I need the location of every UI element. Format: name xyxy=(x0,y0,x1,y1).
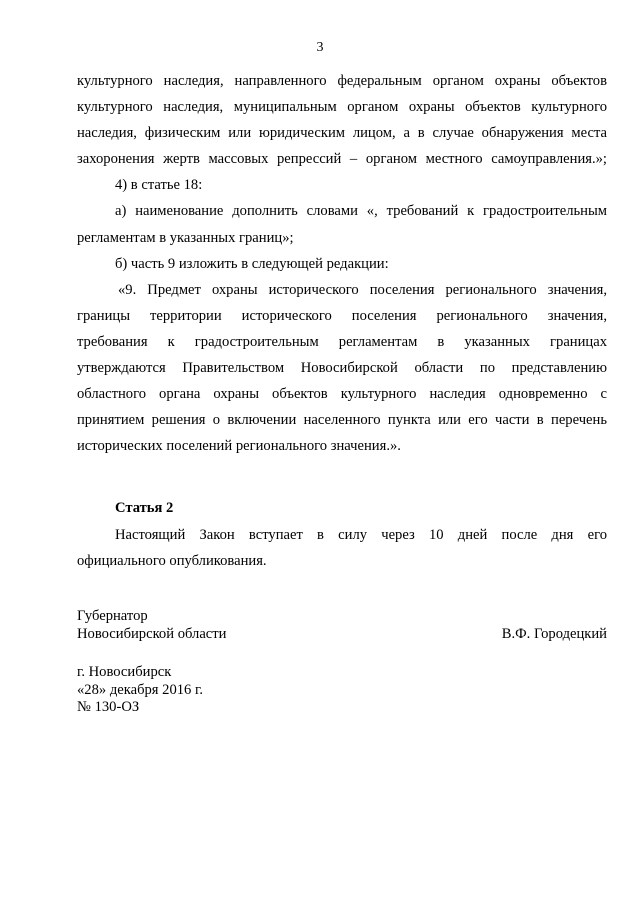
page-number: 3 xyxy=(316,40,324,55)
text-line: наследия, физическим или юридическим лицом, а в случае обнаружения места xyxy=(77,125,607,142)
text-line: требования к градостроительным регламентам в указанных границах xyxy=(77,333,607,350)
text-line: б) часть 9 изложить в следующей редакции: xyxy=(115,255,389,272)
signatory-title-line2: Новосибирской области xyxy=(77,625,227,642)
text-line: границы территории исторического поселения регионального значения, xyxy=(77,307,607,324)
text-line: культурного наследия, муниципальным органом охраны объектов культурного xyxy=(77,99,607,116)
text-line: культурного наследия, направленного федеральным органом охраны объектов xyxy=(77,73,607,89)
signature-block xyxy=(77,608,607,643)
article-heading: Статья 2 xyxy=(115,500,174,517)
place-date-block xyxy=(77,664,203,717)
city-line: г. Новосибирск xyxy=(77,664,172,680)
document-body xyxy=(77,68,607,574)
law-number: № 130-ОЗ xyxy=(77,699,140,715)
text-line: захоронения жертв массовых репрессий – органом местного самоуправления.»; xyxy=(77,151,607,168)
date-line: «28» декабря 2016 г. xyxy=(77,681,203,698)
text-line: регламентам в указанных границ»; xyxy=(77,229,294,246)
text-line: исторических поселений регионального значения.». xyxy=(77,438,401,455)
text-line: а) наименование дополнить словами «, требований к градостроительным xyxy=(115,203,607,220)
text-line: 4) в статье 18: xyxy=(115,177,203,194)
text-line: принятием решения о включении населенного пункта или его части в перечень xyxy=(77,412,607,429)
text-line: областного органа охраны объектов культурного наследия одновременно с xyxy=(77,386,607,403)
spacer xyxy=(77,459,607,495)
text-line: «9. Предмет охраны исторического поселения регионального значения, xyxy=(118,281,607,298)
text-line: Настоящий Закон вступает в силу через 10 дней после дня его xyxy=(115,526,607,543)
text-line: официального опубликования. xyxy=(77,552,267,569)
text-line: утверждаются Правительством Новосибирской области по представлению xyxy=(77,360,607,377)
signatory-title-line1: Губернатор xyxy=(77,608,148,624)
signatory-name: В.Ф. Городецкий xyxy=(501,625,607,642)
